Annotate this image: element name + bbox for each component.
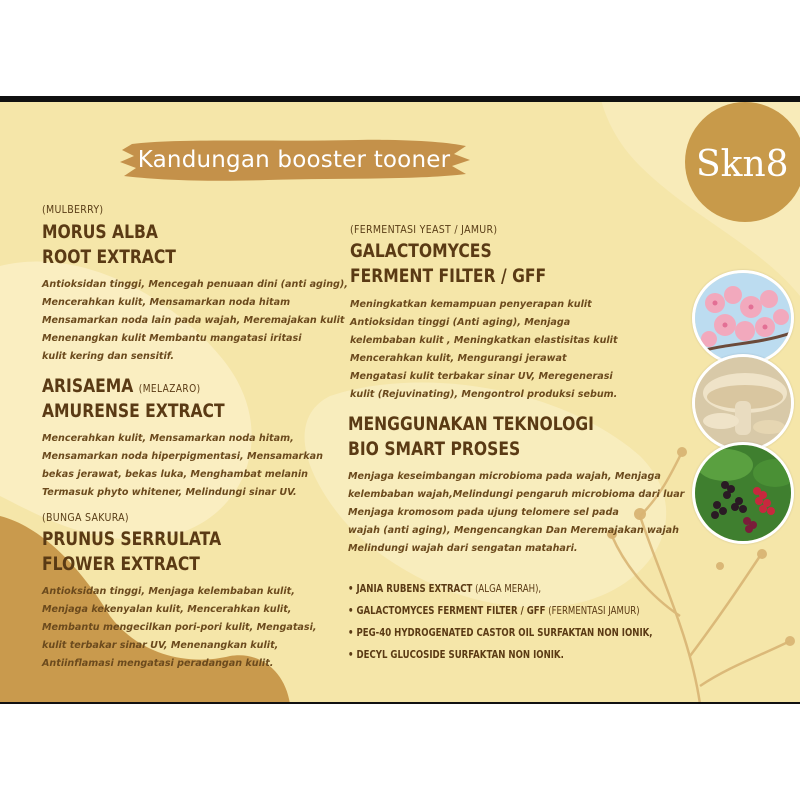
morus-subtitle: (MULBERRY) xyxy=(42,204,104,216)
bio-line-4: wajah (anti aging), Mengencangkan Dan Meremajakan wajah xyxy=(348,525,679,536)
bio-description xyxy=(348,468,684,558)
brand-logo: Skn8 xyxy=(696,144,789,185)
morus-description xyxy=(42,276,348,366)
top-border xyxy=(0,96,800,102)
prunus-heading-line2: FLOWER EXTRACT xyxy=(42,553,200,575)
galacto-line-6: kulit (Rejuvinating), Mengontrol produksi sebum. xyxy=(350,389,618,400)
ingredient-item-1 xyxy=(348,578,653,600)
bio-line-5: Melindungi wajah dari sengatan matahari. xyxy=(348,543,578,554)
ingredient-item-4 xyxy=(348,644,653,666)
morus-heading-line1: MORUS ALBA xyxy=(42,221,158,243)
arisaema-line-2: Mensamarkan noda hiperpigmentasi, Mensamarkan xyxy=(42,451,323,462)
prunus-line-5: Antiinflamasi mengatasi peradangan kulit. xyxy=(42,658,274,669)
poster xyxy=(0,96,800,704)
bio-line-2: kelembaban wajah,Melindungi pengaruh microbioma dari luar xyxy=(348,489,685,500)
galacto-line-4: Mencerahkan kulit, Mengurangi jerawat xyxy=(350,353,567,364)
ingredient-item-3 xyxy=(348,622,653,644)
ingredient-2-name: • GALACTOMYCES FERMENT FILTER / GFF xyxy=(348,604,546,617)
ingredient-2-note: (FERMENTASI JAMUR) xyxy=(545,604,640,617)
ingredient-item-2 xyxy=(348,600,653,622)
morus-line-2: Mencerahkan kulit, Mensamarkan noda hitam xyxy=(42,297,291,308)
bio-heading-line2: BIO SMART PROSES xyxy=(348,438,521,460)
bio-heading-line1: MENGGUNAKAN TEKNOLOGI xyxy=(348,413,594,435)
morus-line-3: Mensamarkan noda lain pada wajah, Meremajakan kulit xyxy=(42,315,345,326)
ingredient-4-name: • DECYL GLUCOSIDE SURFAKTAN NON IONIK. xyxy=(348,648,564,661)
prunus-line-3: Membantu mengecilkan pori-pori kulit, Mengatasi, xyxy=(42,622,317,633)
morus-line-4: Menenangkan kulit Membantu mangatasi iritasi xyxy=(42,333,302,344)
mushroom-image xyxy=(692,354,794,452)
arisaema-paren: (MELAZARO) xyxy=(138,382,201,395)
galacto-line-2: Antioksidan tinggi (Anti aging), Menjaga xyxy=(350,317,571,328)
galacto-subtitle: (FERMENTASI YEAST / JAMUR) xyxy=(350,224,498,236)
arisaema-description xyxy=(42,430,323,502)
prunus-line-2: Menjaga kekenyalan kulit, Mencerahkan kulit, xyxy=(42,604,292,615)
prunus-description xyxy=(42,583,317,673)
galacto-heading-line1: GALACTOMYCES xyxy=(350,240,492,262)
mulberry-image xyxy=(692,442,794,544)
galacto-description xyxy=(350,296,618,404)
galacto-line-3: kelembaban kulit , Meningkatkan elastisitas kulit xyxy=(350,335,618,346)
ingredient-list xyxy=(348,578,738,666)
arisaema-name: ARISAEMA xyxy=(42,375,134,397)
bottom-border xyxy=(0,702,800,704)
sakura-flower-image xyxy=(692,270,794,366)
bio-line-3: Menjaga kromosom pada ujung telomere sel pada xyxy=(348,507,619,518)
morus-heading-line2: ROOT EXTRACT xyxy=(42,246,176,268)
arisaema-line-1: Mencerahkan kulit, Mensamarkan noda hitam, xyxy=(42,433,294,444)
page-title: Kandungan booster tooner xyxy=(137,147,451,173)
galacto-heading-line2: FERMENT FILTER / GFF xyxy=(350,265,547,287)
prunus-heading-line1: PRUNUS SERRULATA xyxy=(42,528,222,550)
arisaema-line-3: bekas jerawat, bekas luka, Menghambat melanin xyxy=(42,469,308,480)
galacto-line-1: Meningkatkan kemampuan penyerapan kulit xyxy=(350,299,592,310)
ingredient-1-note: (ALGA MERAH), xyxy=(472,582,542,595)
morus-line-5: kulit kering dan sensitif. xyxy=(42,351,175,362)
morus-line-1: Antioksidan tinggi, Mencegah penuaan dini (anti aging), xyxy=(42,279,348,290)
arisaema-line-4: Termasuk phyto whitener, Melindungi sinar UV. xyxy=(42,487,297,498)
arisaema-heading-line1 xyxy=(42,374,201,401)
galacto-line-5: Mengatasi kulit terbakar sinar UV, Meregenerasi xyxy=(350,371,613,382)
bio-line-1: Menjaga keseimbangan microbioma pada wajah, Menjaga xyxy=(348,471,661,482)
ingredient-3-name: • PEG-40 HYDROGENATED CASTOR OIL SURFAKTAN NON IONIK, xyxy=(348,626,653,639)
ingredient-1-name: • JANIA RUBENS EXTRACT xyxy=(348,582,473,595)
arisaema-heading-line2: AMURENSE EXTRACT xyxy=(42,400,225,422)
prunus-line-1: Antioksidan tinggi, Menjaga kelembaban kulit, xyxy=(42,586,295,597)
prunus-subtitle: (BUNGA SAKURA) xyxy=(42,512,129,524)
prunus-line-4: kulit terbakar sinar UV, Menenangkan kulit, xyxy=(42,640,279,651)
